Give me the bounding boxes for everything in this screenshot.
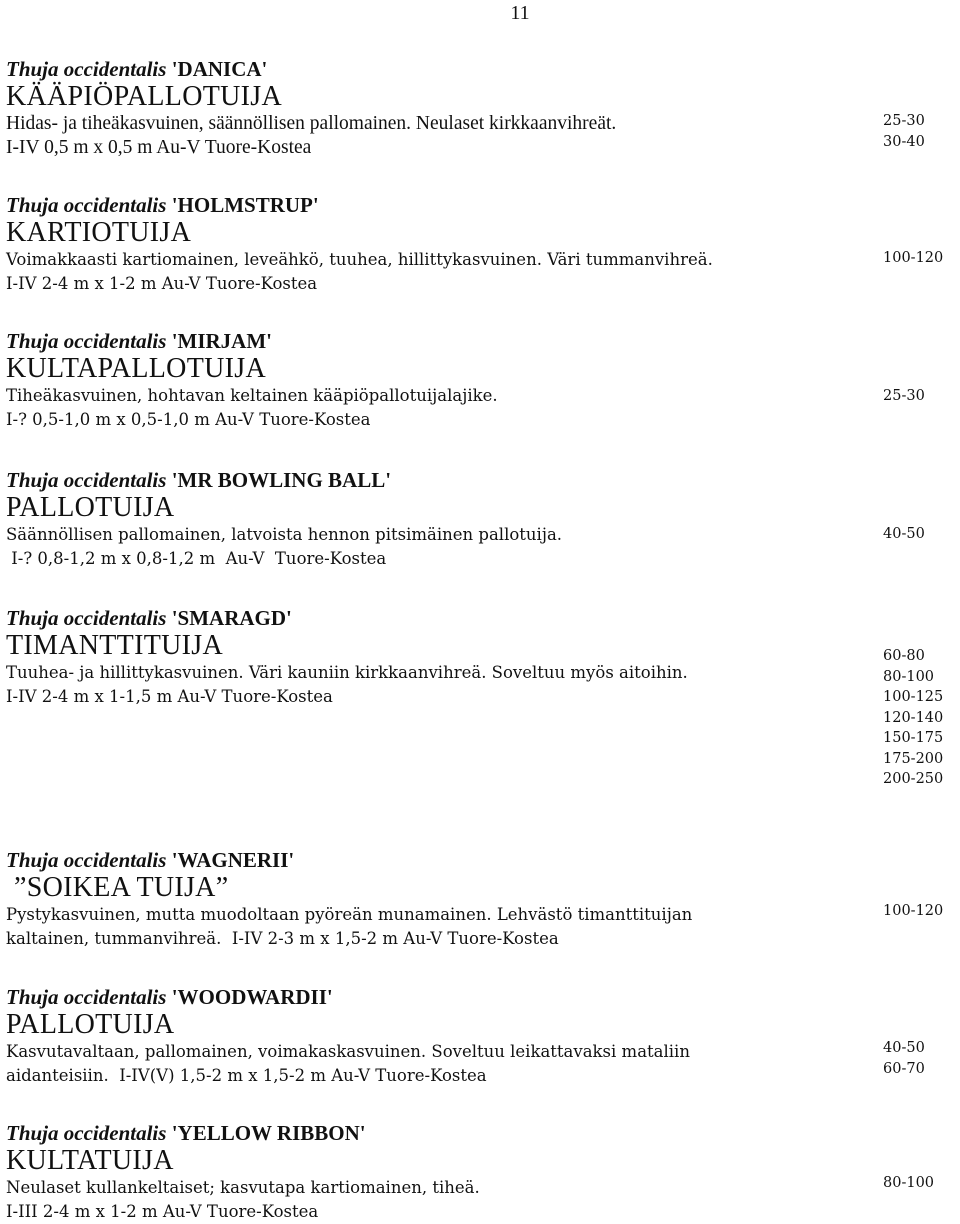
plant-entry-yellow-ribbon [6, 1120, 956, 1224]
size-value: 60-70 [883, 1061, 925, 1077]
size-value: 40-50 [883, 526, 925, 542]
size-value: 40-50 [883, 1040, 925, 1056]
size-value: 200-250 [883, 771, 944, 787]
description: Tiheäkasvuinen, hohtavan keltainen kääpiöpallotuijalajike. [6, 386, 498, 405]
description: Tuuhea- ja hillittykasvuinen. Väri kauniin kirkkaanvihreä. Soveltuu myös aitoihin. [6, 663, 688, 682]
specs: I-IV 2-4 m x 1-1,5 m Au-V Tuore-Kostea [6, 687, 333, 706]
plant-entry-holmstrup [6, 192, 956, 296]
latin-name [6, 984, 956, 1010]
size-value: 100-120 [883, 250, 944, 266]
genus: Thuja occidentalis [6, 468, 167, 492]
description: Säännöllisen pallomainen, latvoista hennon pitsimäinen pallotuija. [6, 525, 563, 544]
size-value: 120-140 [883, 709, 944, 726]
specs: aidanteisiin. I-IV(V) 1,5-2 m x 1,5-2 m Au-V Tuore-Kostea [6, 1066, 487, 1085]
genus: Thuja occidentalis [6, 57, 167, 81]
specs: I-IV 2-4 m x 1-2 m Au-V Tuore-Kostea [6, 274, 318, 293]
size-value: 80-100 [883, 1175, 935, 1191]
specs: I-? 0,8-1,2 m x 0,8-1,2 m Au-V Tuore-Kostea [6, 549, 387, 568]
genus: Thuja occidentalis [6, 606, 167, 630]
specs: kaltainen, tummanvihreä. I-IV 2-3 m x 1,5-2 m Au-V Tuore-Kostea [6, 929, 559, 948]
latin-name [6, 847, 956, 873]
cultivar: 'MIRJAM' [171, 329, 273, 353]
size-list-woodwardii [883, 1038, 960, 1080]
common-name: KÄÄPIÖPALLOTUIJA [6, 81, 282, 112]
page-number: 11 [510, 2, 530, 24]
latin-name [6, 328, 956, 354]
cultivar: 'SMARAGD' [171, 606, 292, 630]
genus: Thuja occidentalis [6, 1121, 167, 1145]
genus: Thuja occidentalis [6, 329, 167, 353]
size-list-smaragd [883, 646, 960, 790]
plant-entry-mr-bowling-ball [6, 467, 956, 571]
size-value: 175-200 [883, 750, 944, 767]
common-name: PALLOTUIJA [6, 1009, 175, 1040]
common-name: KULTAPALLOTUIJA [6, 353, 266, 384]
latin-name [6, 467, 956, 493]
specs: I-III 2-4 m x 1-2 m Au-V Tuore-Kostea [6, 1202, 319, 1221]
cultivar: 'WOODWARDII' [171, 985, 333, 1009]
specs: I-? 0,5-1,0 m x 0,5-1,0 m Au-V Tuore-Kostea [6, 410, 371, 429]
size-list-holmstrup [883, 248, 960, 269]
plant-entry-danica [6, 56, 956, 160]
common-name: TIMANTTITUIJA [6, 630, 223, 661]
common-name: ”SOIKEA TUIJA” [14, 872, 229, 903]
size-list-mr-bowling-ball [883, 524, 960, 545]
description: Kasvutavaltaan, pallomainen, voimakaskasvuinen. Soveltuu leikattavaksi mataliin [6, 1042, 690, 1061]
cultivar: 'WAGNERII' [171, 848, 295, 872]
description: Voimakkaasti kartiomainen, leveähkö, tuuhea, hillittykasvuinen. Väri tummanvihreä. [6, 250, 713, 269]
latin-name [6, 192, 956, 218]
description: Pystykasvuinen, mutta muodoltaan pyöreän munamainen. Lehvästö timanttituijan [6, 905, 693, 924]
cultivar: 'DANICA' [171, 57, 268, 81]
specs: I-IV 0,5 m x 0,5 m Au-V Tuore-Kostea [6, 137, 312, 158]
latin-name [6, 56, 956, 82]
size-list-mirjam [883, 386, 960, 407]
size-value: 60-80 [883, 648, 925, 664]
size-list-yellow-ribbon [883, 1173, 960, 1194]
size-list-danica [883, 111, 960, 153]
latin-name [6, 605, 956, 631]
size-value: 150-175 [883, 730, 944, 746]
plant-entry-woodwardii [6, 984, 956, 1088]
size-value: 100-125 [883, 689, 944, 705]
size-value: 80-100 [883, 668, 935, 685]
genus: Thuja occidentalis [6, 848, 167, 872]
genus: Thuja occidentalis [6, 193, 167, 217]
cultivar: 'MR BOWLING BALL' [171, 468, 392, 492]
common-name: PALLOTUIJA [6, 492, 175, 523]
size-value: 25-30 [883, 388, 925, 404]
genus: Thuja occidentalis [6, 985, 167, 1009]
common-name: KARTIOTUIJA [6, 217, 192, 248]
description: Hidas- ja tiheäkasvuinen, säännöllisen pallomainen. Neulaset kirkkaanvihreät. [6, 113, 617, 134]
cultivar: 'HOLMSTRUP' [171, 193, 319, 217]
cultivar: 'YELLOW RIBBON' [171, 1121, 366, 1145]
common-name: KULTATUIJA [6, 1145, 174, 1176]
size-value: 100-120 [883, 903, 944, 919]
description: Neulaset kullankeltaiset; kasvutapa kartiomainen, tiheä. [6, 1178, 480, 1197]
size-value: 25-30 [883, 113, 925, 129]
size-value: 30-40 [883, 134, 925, 150]
size-list-wagnerii [883, 901, 960, 922]
latin-name [6, 1120, 956, 1146]
plant-entry-mirjam [6, 328, 956, 432]
plant-entry-wagnerii [6, 847, 956, 951]
plant-entry-smaragd [6, 605, 956, 709]
